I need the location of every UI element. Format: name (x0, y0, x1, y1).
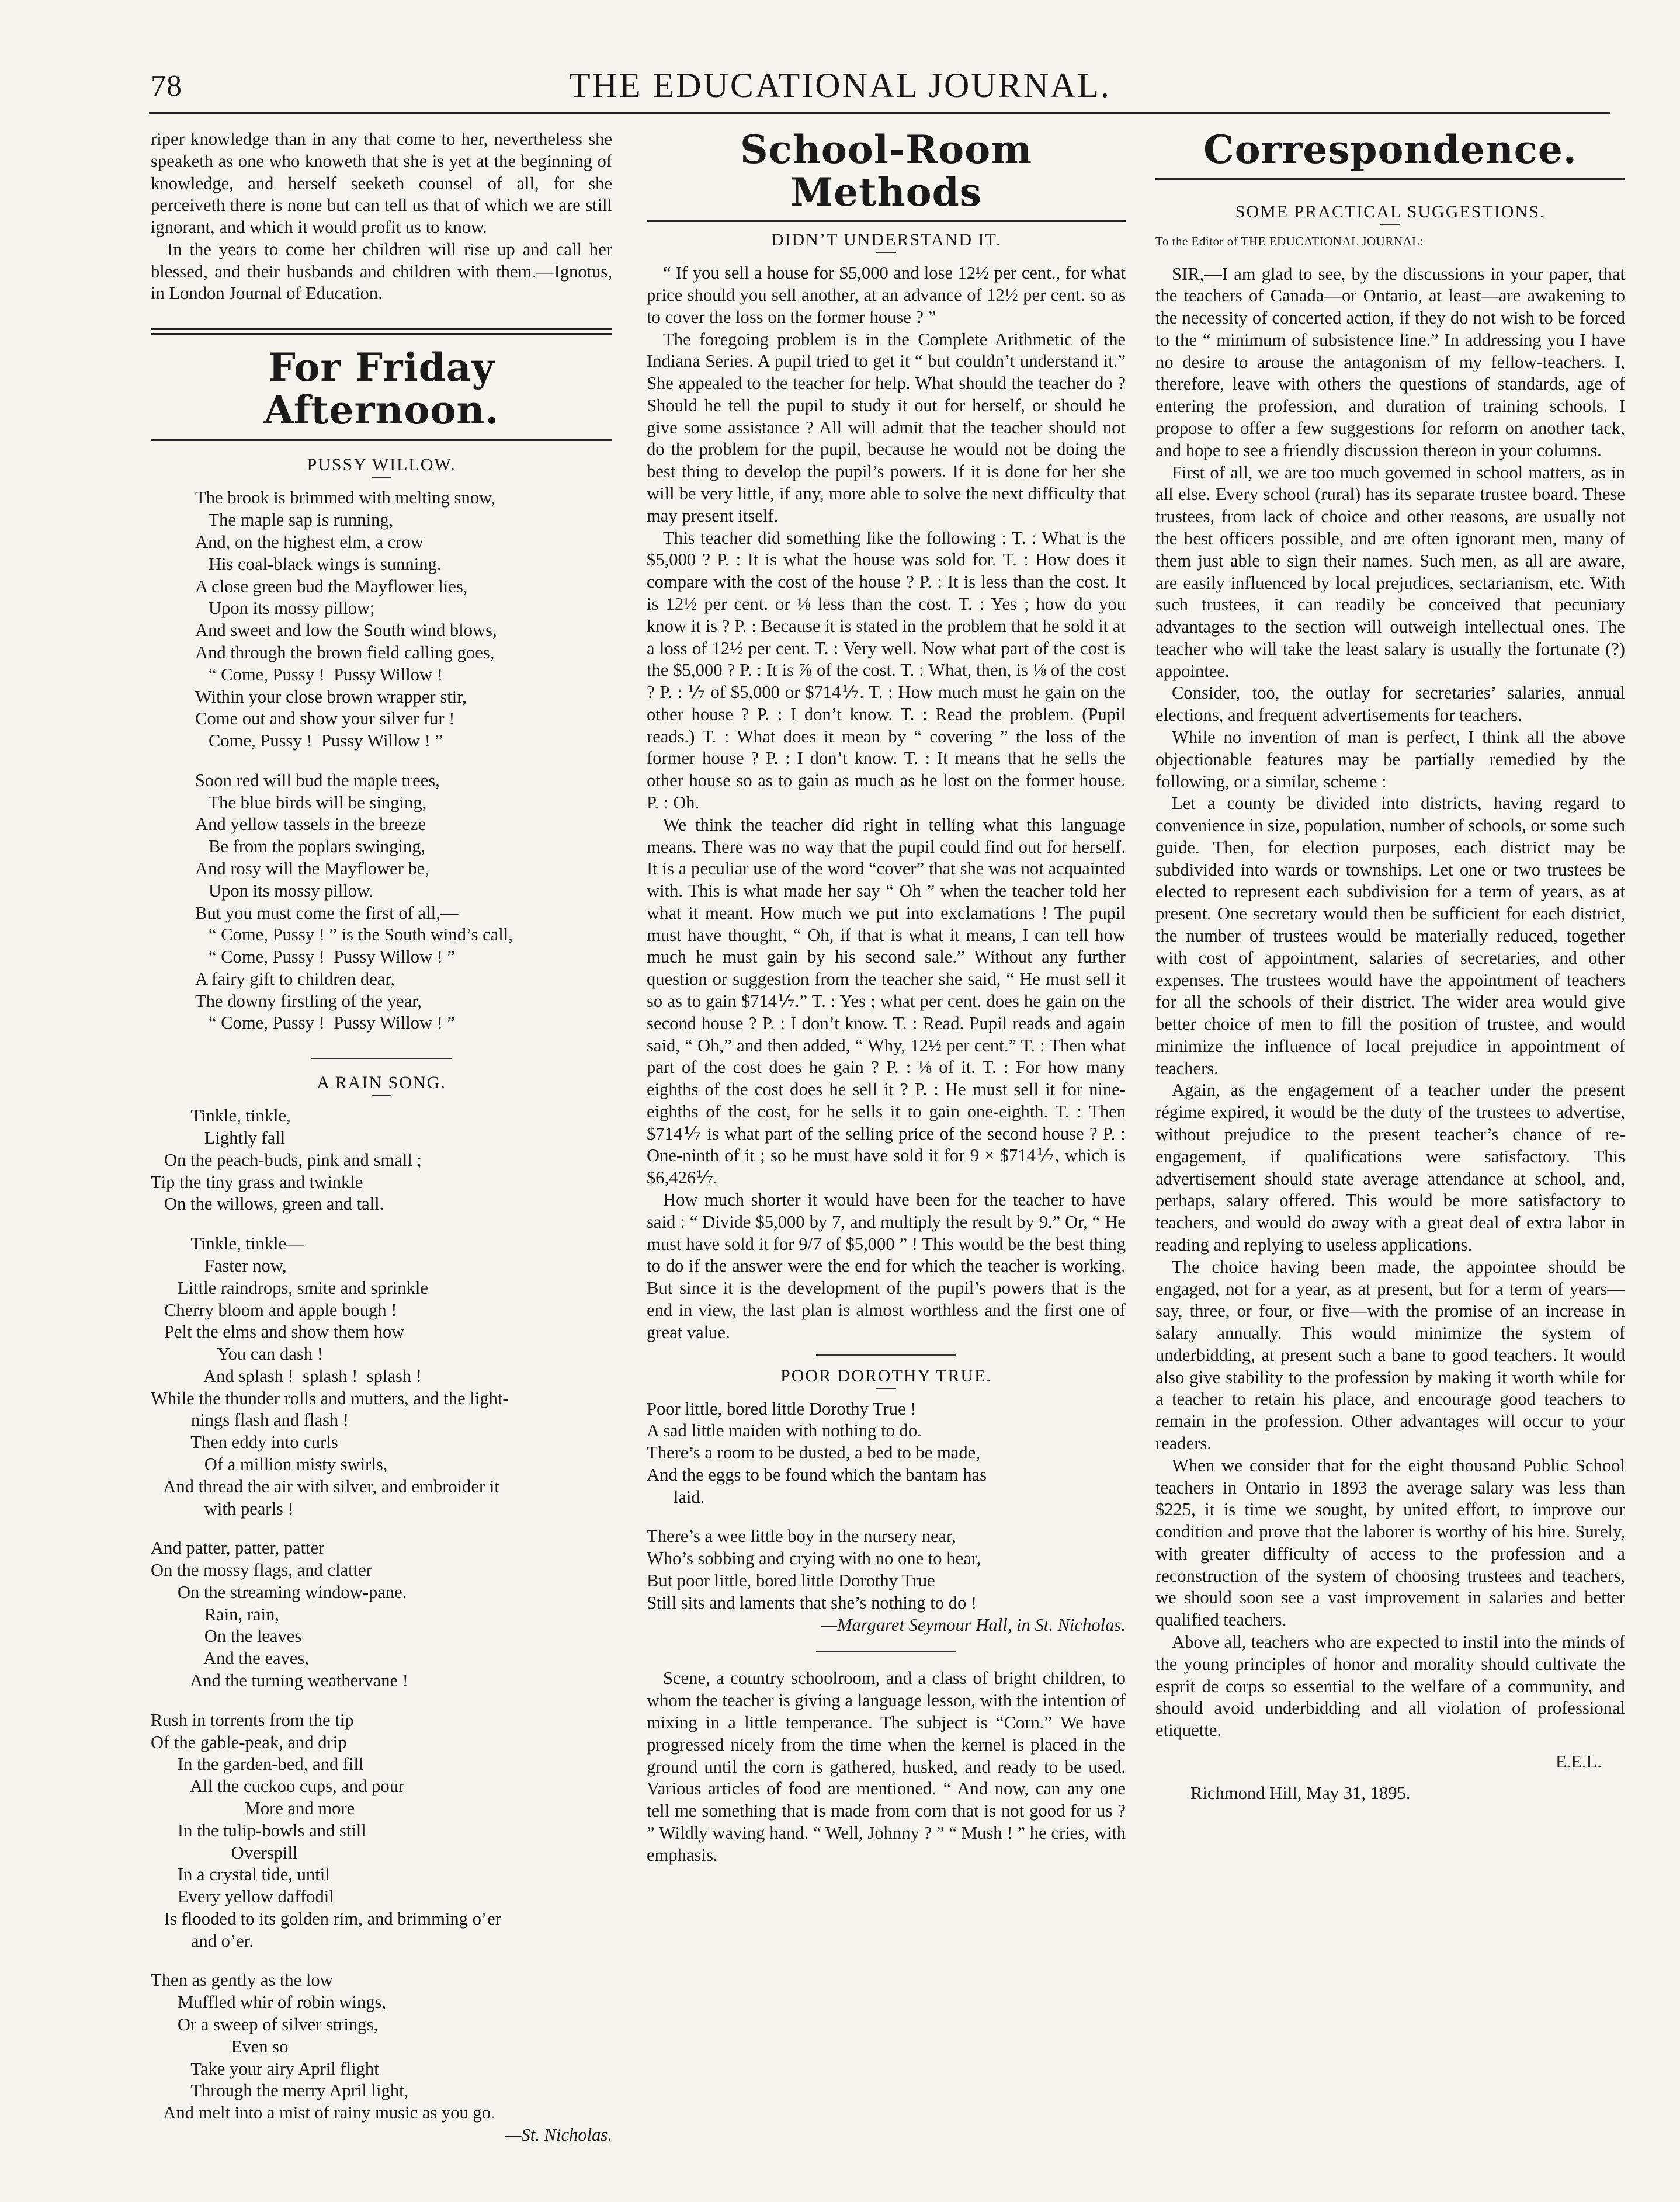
title-dash (1380, 224, 1400, 225)
paragraph: The choice having been made, the appointee should be engaged, not for a year, as at present, but for a term of years—say, three, or four, or five—with the promise of an increase in salary annually. This would minimize the system of underbidding, at present such a bane to good teachers. It would also give stability to the profession by making it worth while for a teacher to retain his place, and encourage good teachers to remain in the profession. Other advantages will occur to your readers. (1155, 1256, 1625, 1453)
verse-line: Be from the poplars swinging, (195, 836, 426, 857)
verse-line: And rosy will the Mayflower be, (195, 858, 430, 878)
verse-line: On the streaming window-pane. (151, 1582, 407, 1602)
verse-line: Tip the tiny grass and twinkle (151, 1172, 363, 1192)
middle-column (647, 128, 1126, 1866)
title-dash (876, 252, 896, 253)
stanza-gap (647, 1508, 1126, 1526)
verse-line: Who’s sobbing and crying with no one to hear, (647, 1548, 981, 1569)
paragraph: Again, as the engagement of a teacher under the present régime expired, it would be the duty of the trustees to advertise, without prejudice to the present teacher’s chance of re-engagement, if qualifications were satisfactory. This advertisement should state average attendance at school, and, perhaps, salary offered. This would be more satisfactory to teachers, and would do away with a great deal of extra labor in reading and replying to useless applications. (1155, 1080, 1625, 1255)
section-rule (647, 220, 1126, 222)
paragraph: This teacher did something like the following : T. : What is the $5,000 ? P. : It is what the house was sold for. T. : How does it compare with the cost of the house ? P. : It is less than the cost. It is 12½ per cent. or ⅛ less than the cost. T. : Yes ; how do you know it is ? P. : Because it is stated in the problem that he sold it at a loss of 12½ per cent. T. : Very well. Now what part of the cost is the $5,000 ? P. : It is ⅞ of the cost. T. : What, then, is ⅛ of the cost ? P. : ⅐ of $5,000 or $714⅐. T. : How much must he gain on the other house ? P. : I don’t know. T. : Read the problem. (Pupil reads.) T. : What does it mean by “ covering ” the loss of the former house ? P. : I don’t know. T. : It means that he sells the other house so as to gain as much as he lost on the former house. P. : Oh. (647, 527, 1126, 812)
verse-line: And, on the highest elm, a crow (195, 532, 424, 553)
verse-line: On the willows, green and tall. (151, 1194, 384, 1214)
verse-line: Pelt the elms and show them how (151, 1322, 405, 1342)
verse-line: Tinkle, tinkle— (151, 1234, 304, 1254)
paragraph: Let a county be divided into districts, having regard to convenience in size, population, number of schools, or some such guide. Then, for election purposes, each district may be subdivided into wards or townships. Let one or two trustees be elected to represent each subdivision for a term of years, as at present. One secretary would then be sufficient for each district, the number of trustees would be materially reduced, together with cost of appointment, salaries of secretaries, and other expenses. The trustees would have the appointment of teachers for all the schools of their district. The wider area would give better choice of men to fill the position of trustee, and would minimize the influence of local prejudice in appointment of teachers. (1155, 793, 1625, 1078)
verse-line: Of the gable-peak, and drip (151, 1732, 347, 1752)
verse-line: Even so (151, 2036, 289, 2057)
verse-line: Rush in torrents from the tip (151, 1710, 354, 1730)
verse-line: Soon red will bud the maple trees, (195, 770, 440, 790)
paragraph: We think the teacher did right in telling what this language means. There was no way that the pupil could find out for herself. It is a peculiar use of the word “cover” that she was not acquainted with. This is what made her say “ Oh ” when the teacher told her what it meant. How much we put into exclamations ! The pupil must have thought, “ Oh, if that is what it means, I can tell how much he must gain by his second sale.” Without any further question or suggestion from the teacher she said, “ He must sell it so as to gain $714⅐.” T. : Yes ; what per cent. does he gain on the second house ? P. : I don’t know. T. : Read. Pupil reads and again said, “ Oh,” and then added, “ Why, 12½ per cent.” T. : Then what part of the cost does he gain ? P. : ⅛ of it. T. : For how many eighths of the cost does he sell it ? P. : He must sell it for nine-eighths of the cost, for he sells it to gain one-eighth. T. : Then $714⅐ is what part of the selling price of the second house ? P. : One-ninth of it ; so he must have sold it for 9 × $714⅐, which is $6,426⅐. (647, 814, 1126, 1188)
dateline: Richmond Hill, May 31, 1895. (1190, 1783, 1411, 1803)
verse-line: nings flash and flash ! (151, 1410, 349, 1430)
verse-line: Still sits and laments that she’s nothing to do ! (647, 1592, 977, 1613)
header-rule (149, 112, 1610, 114)
poem-attribution: —Margaret Seymour Hall, in St. Nicholas. (821, 1614, 1126, 1635)
verse-line: Muffled whir of robin wings, (151, 1992, 387, 2013)
section-heading: School-Room Methods (740, 127, 1033, 215)
poem-attribution: —St. Nicholas. (505, 2124, 612, 2145)
scene-paragraph: Scene, a country schoolroom, and a class of bright children, to whom the teacher is giving a language lesson, with the intention of mixing in a little temperance. The subject is “Corn.” We have progressed nicely from the time when the kernel is placed in the ground until the corn is gathered, husked, and ready to be used. Various articles of food are mentioned. “ And now, can any one tell me something that is made from corn that is not good for us ? ” Wildly waving hand. “ Well, Johnny ? ” “ Mush ! ” he cries, with emphasis. (647, 1668, 1126, 1865)
verse-line: A close green bud the Mayflower lies, (195, 576, 468, 596)
poem-title: PUSSY WILLOW. (307, 455, 456, 475)
verse-line: All the cuckoo cups, and pour (151, 1776, 405, 1797)
paragraph: Above all, teachers who are expected to instil into the minds of the young principles of honor and morality should cultivate the esprit de corps so essential to the welfare of a community, and should avoid underbidding and all violation of professional etiquette. (1155, 1632, 1625, 1741)
divider (816, 1354, 956, 1356)
verse-line: Tinkle, tinkle, (151, 1106, 291, 1126)
verse-line: And thread the air with silver, and embroider it (151, 1476, 499, 1496)
verse-line: Every yellow daffodil (151, 1887, 334, 1907)
verse-line: laid. (647, 1486, 705, 1507)
verse-line: And splash ! splash ! splash ! (151, 1366, 422, 1386)
verse-line: While the thunder rolls and mutters, and the light- (151, 1388, 509, 1408)
verse-line: Is flooded to its golden rim, and brimming o’er (151, 1908, 501, 1929)
verse-line: More and more (151, 1798, 355, 1818)
stanza-gap (151, 1692, 612, 1710)
verse-line: Upon its mossy pillow. (195, 880, 373, 901)
poem-title: POOR DOROTHY TRUE. (780, 1366, 992, 1385)
section-heading: Correspondence. (1203, 127, 1577, 172)
article-body (647, 262, 1126, 1343)
section-rule (1155, 178, 1625, 180)
salutation-line: To the Editor of THE EDUCATIONAL JOURNAL: (1155, 234, 1424, 248)
verse-line: A sad little maiden with nothing to do. (647, 1420, 922, 1441)
verse-line: And the eggs to be found which the bantam has (647, 1464, 987, 1485)
verse-line: Overspill (151, 1842, 298, 1863)
verse-line: In the tulip-bowls and still (151, 1820, 366, 1840)
verse-line: “ Come, Pussy ! Pussy Willow ! ” (195, 947, 456, 967)
verse-line: Poor little, bored little Dorothy True ! (647, 1398, 917, 1419)
verse-line: The downy firstling of the year, (195, 991, 422, 1011)
paragraph: “ If you sell a house for $5,000 and lose 12½ per cent., for what price should you sell another, at an advance of 12½ per cent. so as to cover the loss on the former house ? ” (647, 263, 1126, 327)
verse-line: And melt into a mist of rainy music as you go. (151, 2103, 495, 2123)
continuation-text (151, 128, 612, 305)
article-title: DIDN’T UNDERSTAND IT. (770, 230, 1002, 250)
verse-line: “ Come, Pussy ! Pussy Willow ! ” (195, 1013, 456, 1033)
verse-line: Within your close brown wrapper stir, (195, 686, 467, 707)
verse-line: And patter, patter, patter (151, 1538, 325, 1558)
verse-line: and o’er. (151, 1930, 254, 1951)
paragraph: While no invention of man is perfect, I think all the above objectionable features may be partially remedied by the following, or a similar, scheme : (1155, 727, 1625, 791)
divider (311, 1058, 452, 1059)
paragraph: riper knowledge than in any that come to her, nevertheless she speaketh as one who knoweth that she is yet at the beginning of knowledge, and herself seeketh counsel of all, for she perceiveth there is none but can tell us that of which we are still ignorant, and which it would profit us to know. (151, 129, 612, 238)
left-column (151, 128, 612, 2147)
signature: E.E.L. (1555, 1751, 1602, 1772)
verse-line: And the turning weathervane ! (151, 1670, 408, 1691)
verse-line: In a crystal tide, until (151, 1864, 330, 1885)
verse-line: Then eddy into curls (151, 1432, 338, 1453)
paragraph: The foregoing problem is in the Complete Arithmetic of the Indiana Series. A pupil tried to get it “ but couldn’t understand it.” She appealed to the teacher for help. What should the teacher do ? Should he tell the pupil to study it out for herself, or should he give some assistance ? All will admit that the teacher should not do the problem for the pupil, because he would not be doing the best thing to develop the pupil’s powers. If it is done for her she will be very little, if any, more able to solve the next difficulty that may present itself. (647, 329, 1126, 526)
verse-line: The brook is brimmed with melting snow, (195, 488, 495, 508)
verse-line: Take your airy April flight (151, 2058, 379, 2079)
verse-line: And through the brown field calling goes, (195, 642, 495, 662)
stanza-gap (151, 1520, 612, 1537)
journal-title: THE EDUCATIONAL JOURNAL. (568, 66, 1112, 105)
verse-line: On the mossy flags, and clatter (151, 1560, 372, 1581)
verse-line: There’s a room to be dusted, a bed to be made, (647, 1443, 980, 1463)
verse-line: Through the merry April light, (151, 2081, 409, 2101)
title-dash (876, 1388, 896, 1389)
verse-line: with pearls ! (151, 1498, 294, 1519)
verse-line: On the leaves (151, 1626, 302, 1647)
title-dash (372, 1095, 391, 1096)
verse-line: But you must come the first of all,— (195, 902, 459, 923)
verse-line: The blue birds will be singing, (195, 792, 427, 812)
poem-body (151, 1105, 612, 2124)
right-column (1155, 128, 1625, 1804)
verse-line: And sweet and low the South wind blows, (195, 620, 497, 641)
stanza-gap (195, 752, 612, 770)
verse-line: There’s a wee little boy in the nursery near, (647, 1526, 956, 1547)
stanza-gap (151, 1215, 612, 1233)
paragraph: Consider, too, the outlay for secretaries’ salaries, annual elections, and frequent advertisements for teachers. (1155, 683, 1625, 725)
verse-line: But poor little, bored little Dorothy True (647, 1571, 935, 1591)
section-rule (151, 328, 612, 330)
paragraph: How much shorter it would have been for the teacher to have said : “ Divide $5,000 by 7, and multiply the result by 9.” Or, “ He must have sold it for 9/7 of $5,000 ” ! This would be the best thing to do if the answer were the end for which the teacher is working. But since it is the development of the pupil’s powers that is the end in view, the last plan is almost worthless and the first one of great value. (647, 1190, 1126, 1342)
paragraph: When we consider that for the eight thousand Public School teachers in Ontario in 1893 the average salary was less than $225, it is time we sought, by united effort, to improve our condition and prove that the laborer is worthy of his hire. Surely, with greater difficulty of access to the profession and a reconstruction of the system of choosing trustees and teachers, we should soon see a vast improvement in salaries and better qualified teachers. (1155, 1455, 1625, 1630)
verse-line: Lightly fall (151, 1128, 286, 1148)
verse-line: Upon its mossy pillow; (195, 598, 375, 619)
paragraph: In the years to come her children will rise up and call her blessed, and their husbands and children with them.—Ignotus, in London Journal of Education. (151, 239, 612, 304)
verse-line: Rain, rain, (151, 1604, 280, 1624)
verse-line: You can dash ! (151, 1344, 323, 1364)
verse-line: “ Come, Pussy ! Pussy Willow ! (195, 664, 443, 685)
verse-line: Come, Pussy ! Pussy Willow ! ” (195, 731, 443, 751)
page-number: 78 (151, 70, 182, 103)
verse-line: And the eaves, (151, 1648, 310, 1669)
stanza-gap (151, 1952, 612, 1970)
verse-line: Cherry bloom and apple bough ! (151, 1300, 397, 1320)
section-heading: For Friday Afternoon. (263, 345, 499, 433)
verse-line: Then as gently as the low (151, 1970, 333, 1991)
letter-body (1155, 263, 1625, 1742)
verse-line: Of a million misty swirls, (151, 1454, 388, 1474)
section-rule (151, 333, 612, 335)
poem-body (647, 1398, 1126, 1614)
paragraph: SIR,—I am glad to see, by the discussions in your paper, that the teachers of Canada—or Ontario, at least—are awakening to the necessity of concerted action, if they do not wish to be forced to the “ minimum of subsistence line.” In addressing you I have no desire to arouse the antagonism of my fellow-teachers. I, therefore, leave with others the questions of standards, age of entering the profession, and duration of training schools. I propose to offer a few suggestions for reform on another tack, and hope to see a friendly discussion thereon in your columns. (1155, 263, 1625, 460)
verse-line: And yellow tassels in the breeze (195, 814, 426, 835)
verse-line: Or a sweep of silver strings, (151, 2014, 379, 2034)
verse-line: “ Come, Pussy ! ” is the South wind’s call, (195, 925, 513, 945)
verse-line: Little raindrops, smite and sprinkle (151, 1277, 428, 1298)
verse-line: In the garden-bed, and fill (151, 1754, 364, 1774)
verse-line: On the peach-buds, pink and small ; (151, 1149, 422, 1170)
verse-line: The maple sap is running, (195, 510, 394, 530)
verse-line: Come out and show your silver fur ! (195, 708, 455, 729)
paragraph: First of all, we are too much governed in school matters, as in all else. Every school (rural) has its separate trustee board. These trustees, from lack of choice and other reasons, are usually not the best officers possible, and are often ignorant men, many of them just able to sign their names. Such men, as all are aware, are easily influenced by local prejudices, sectarianism, etc. With such trustees, it can readily be conceived that pecuniary advantages to the section will outweigh intellectual ones. The teacher who will take the least salary is usually the fortunate (?) appointee. (1155, 462, 1625, 681)
verse-line: His coal-black wings is sunning. (195, 554, 442, 574)
article-title: SOME PRACTICAL SUGGESTIONS. (1235, 202, 1546, 221)
poem-body (195, 487, 612, 1034)
title-dash (372, 477, 391, 478)
section-rule (151, 439, 612, 441)
verse-line: A fairy gift to children dear, (195, 968, 395, 989)
verse-line: Faster now, (151, 1255, 287, 1276)
poem-title: A RAIN SONG. (317, 1073, 446, 1093)
